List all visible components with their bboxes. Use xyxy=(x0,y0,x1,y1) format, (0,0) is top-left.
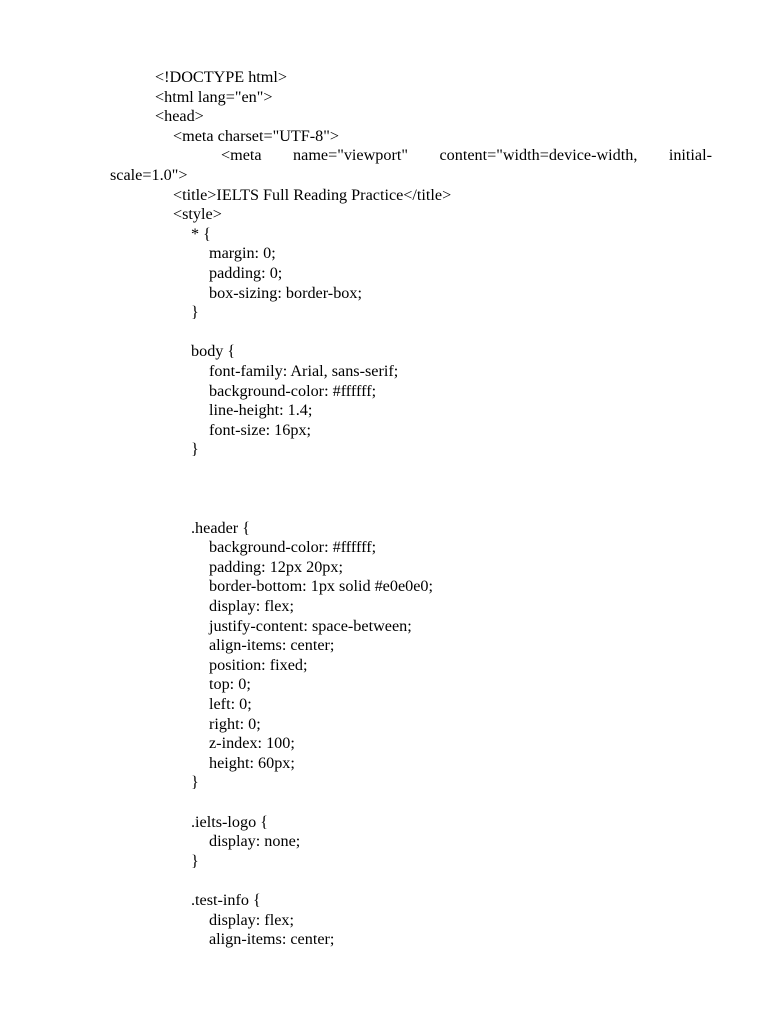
code-line: font-size: 16px; xyxy=(209,420,312,439)
code-line: <head> xyxy=(155,107,204,126)
code-line: .test-info { xyxy=(191,890,261,909)
code-line: top: 0; xyxy=(209,675,251,694)
code-line: box-sizing: border-box; xyxy=(209,283,362,302)
code-listing xyxy=(0,68,768,950)
code-line: right: 0; xyxy=(209,714,261,733)
blank-line xyxy=(0,793,768,813)
code-line: } xyxy=(191,303,199,322)
code-line: background-color: #ffffff; xyxy=(209,381,377,400)
code-line: <html lang="en"> xyxy=(155,87,273,106)
code-line: scale=1.0"> xyxy=(110,165,188,184)
blank-line xyxy=(0,479,768,499)
code-line: line-height: 1.4; xyxy=(209,401,313,420)
code-line: * { xyxy=(191,224,211,243)
code-line: .header { xyxy=(191,518,250,537)
code-line: } xyxy=(191,440,199,459)
code-line: justify-content: space-between; xyxy=(209,616,412,635)
code-line: display: flex; xyxy=(209,597,294,616)
blank-line xyxy=(0,460,768,480)
code-line: margin: 0; xyxy=(209,244,276,263)
code-line: <meta charset="UTF-8"> xyxy=(173,126,340,145)
code-line: <style> xyxy=(173,205,222,224)
code-line: <!DOCTYPE html> xyxy=(155,68,288,86)
code-line: left: 0; xyxy=(209,695,252,713)
code-line: .ielts-logo { xyxy=(191,812,269,831)
blank-line xyxy=(0,323,768,343)
code-line: align-items: center; xyxy=(209,930,335,949)
code-line: position: fixed; xyxy=(209,655,308,674)
code-line: padding: 12px 20px; xyxy=(209,557,343,576)
code-line: padding: 0; xyxy=(209,263,283,282)
code-line: display: flex; xyxy=(209,910,294,929)
blank-line xyxy=(0,499,768,519)
code-line: } xyxy=(191,773,199,792)
code-line: <title>IELTS Full Reading Practice</title> xyxy=(173,185,452,204)
code-line: height: 60px; xyxy=(209,753,295,772)
code-line: border-bottom: 1px solid #e0e0e0; xyxy=(209,577,434,596)
code-line: z-index: 100; xyxy=(209,734,295,753)
code-line: display: none; xyxy=(209,832,301,851)
blank-line xyxy=(0,871,768,891)
code-line: font-family: Arial, sans-serif; xyxy=(209,361,399,380)
code-line: align-items: center; xyxy=(209,636,335,655)
code-line: <meta name="viewport" content="width=device-width, initial- xyxy=(221,146,712,165)
code-line: } xyxy=(191,851,199,870)
code-line: body { xyxy=(191,342,236,361)
code-line: background-color: #ffffff; xyxy=(209,538,377,557)
